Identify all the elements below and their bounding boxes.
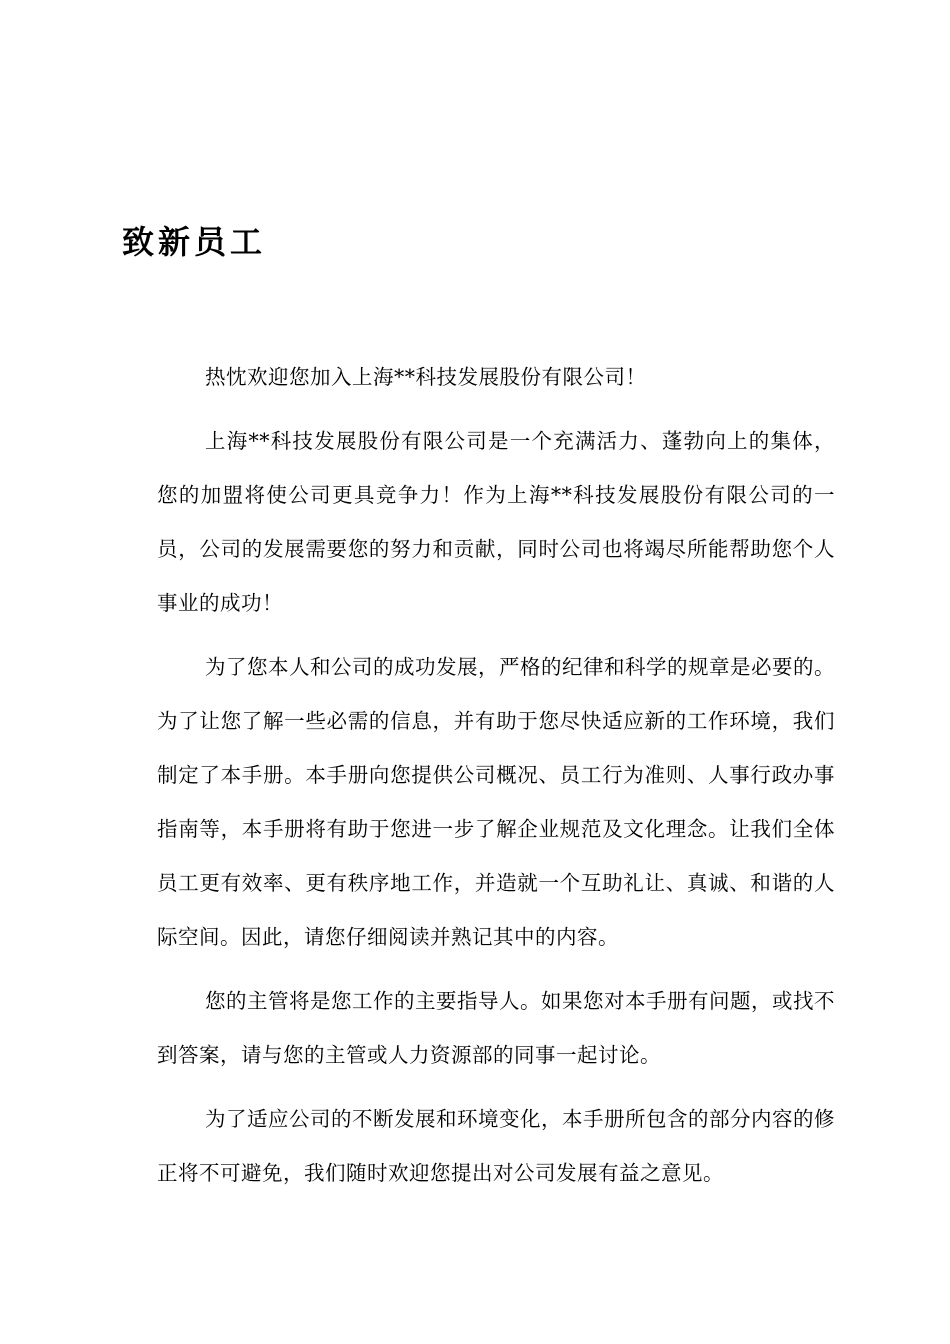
- paragraph-company-intro: 上海**科技发展股份有限公司是一个充满活力、蓬勃向上的集体，您的加盟将使公司更具竞争力！作为上海**科技发展股份有限公司的一员，公司的发展需要您的努力和贡献，同时公司也将竭尽所能帮助您个人事业的成功！: [157, 429, 835, 615]
- paragraph-welcome: 热忱欢迎您加入上海**科技发展股份有限公司！: [205, 365, 647, 389]
- paragraph-revision-notice: 为了适应公司的不断发展和环境变化，本手册所包含的部分内容的修正将不可避免，我们随时欢迎您提出对公司发展有益之意见。: [157, 1107, 835, 1185]
- paragraph-handbook-purpose: 为了您本人和公司的成功发展，严格的纪律和科学的规章是必要的。为了让您了解一些必需的信息，并有助于您尽快适应新的工作环境，我们制定了本手册。本手册向您提供公司概况、员工行为准则、人事行政办事指南等，本手册将有助于您进一步了解企业规范及文化理念。让我们全体员工更有效率、更有秩序地工作，并造就一个互助礼让、真诚、和谐的人际空间。因此，请您仔细阅读并熟记其中的内容。: [157, 655, 835, 949]
- letter-body: [157, 350, 835, 1210]
- page-title: 致新员工: [122, 223, 267, 261]
- paragraph-supervisor-guidance: 您的主管将是您工作的主要指导人。如果您对本手册有问题，或找不到答案，请与您的主管或人力资源部的同事一起讨论。: [157, 989, 835, 1067]
